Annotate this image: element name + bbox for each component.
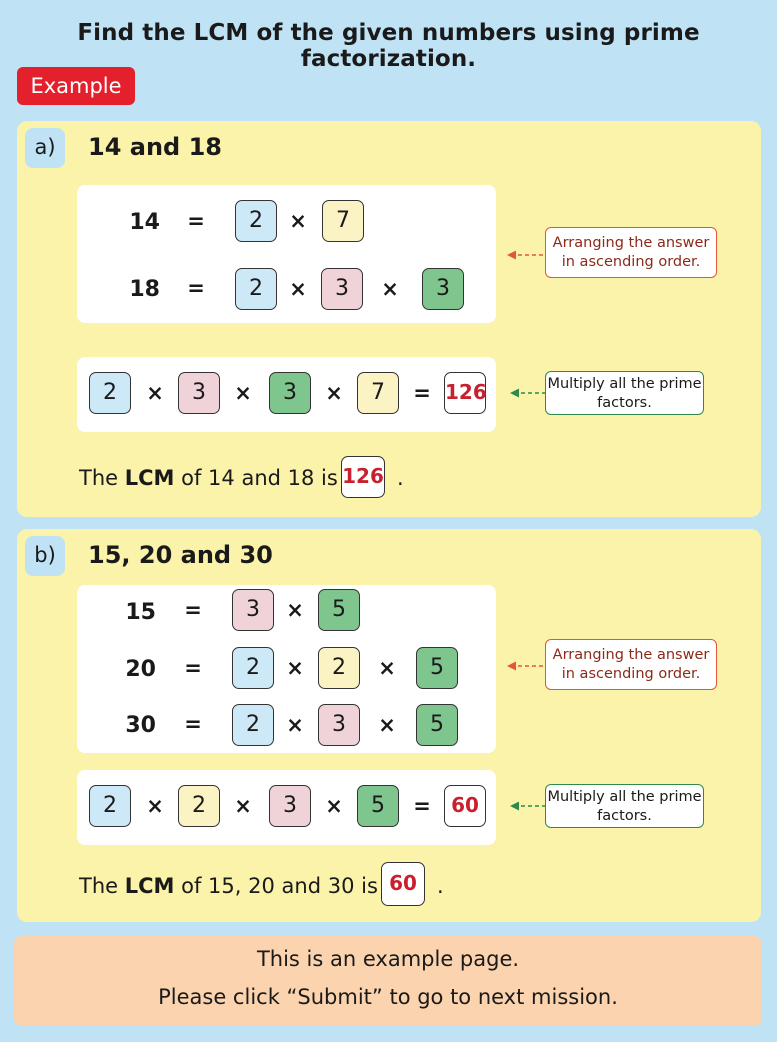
part-b-row-2-factor-3: 5	[416, 647, 458, 689]
part-a-label: a)	[25, 128, 65, 168]
part-b-statement-end: .	[437, 874, 444, 898]
part-b-row-3-factor-2: 3	[318, 704, 360, 746]
part-b-product-times-3: ×	[325, 794, 343, 818]
part-a-product-factor-3: 3	[269, 372, 311, 414]
part-b-product-factor-3: 3	[269, 785, 311, 827]
part-b-row-1-times-1: ×	[286, 598, 304, 622]
part-b-product-result: 60	[444, 785, 486, 827]
part-b-order-note: Arranging the answer in ascending order.	[545, 639, 717, 690]
part-a-row-1-factor-2: 7	[322, 200, 364, 242]
part-a-row-2-factor-3: 3	[422, 268, 464, 310]
part-b-row-2-factor-1: 2	[232, 647, 274, 689]
part-a-product-result: 126	[444, 372, 486, 414]
part-a-row-2-factor-2: 3	[321, 268, 363, 310]
part-b-statement-prefix: The LCM of 15, 20 and 30 is	[79, 874, 378, 898]
part-b-product-times-1: ×	[146, 794, 164, 818]
part-a-order-arrow-icon	[505, 248, 545, 262]
part-b-order-arrow-icon	[505, 659, 545, 673]
part-b-row-1-equals: =	[184, 598, 202, 622]
part-a-product-equals: =	[413, 381, 431, 405]
part-b-heading: 15, 20 and 30	[88, 541, 273, 569]
part-a-product-times-3: ×	[325, 381, 343, 405]
part-b-product-times-2: ×	[234, 794, 252, 818]
part-a-product-times-2: ×	[234, 381, 252, 405]
part-b-product-factor-4: 5	[357, 785, 399, 827]
part-a-order-note: Arranging the answer in ascending order.	[545, 227, 717, 278]
part-b-row-2-times-2: ×	[378, 656, 396, 680]
part-a-row-1-equals: =	[187, 209, 205, 233]
page-title: Find the LCM of the given numbers using prime factorization.	[77, 20, 700, 72]
footer-message-box	[14, 936, 762, 1026]
part-b-row-1-number: 15	[125, 600, 156, 625]
part-b-row-1-factor-1: 3	[232, 589, 274, 631]
part-b-row-3-times-1: ×	[286, 713, 304, 737]
part-a-row-1-number: 14	[129, 210, 160, 235]
footer-line-2: Please click “Submit” to go to next mission.	[158, 985, 618, 1009]
part-a-product-factor-4: 7	[357, 372, 399, 414]
part-a-row-2-equals: =	[187, 276, 205, 300]
part-a-statement-end: .	[397, 466, 404, 490]
part-a-row-2-times-1: ×	[289, 277, 307, 301]
part-a-row-1-factor-1: 2	[235, 200, 277, 242]
part-b-multiply-arrow-icon	[508, 799, 548, 813]
part-a-heading: 14 and 18	[88, 133, 222, 161]
part-a-product-times-1: ×	[146, 381, 164, 405]
part-b-row-1-factor-2: 5	[318, 589, 360, 631]
part-b-row-2-factor-2: 2	[318, 647, 360, 689]
part-a-product-factor-2: 3	[178, 372, 220, 414]
part-b-label: b)	[25, 536, 65, 576]
part-a-row-1-times-1: ×	[289, 209, 307, 233]
part-b-product-factor-2: 2	[178, 785, 220, 827]
example-badge: Example	[17, 67, 135, 105]
part-b-row-3-factor-3: 5	[416, 704, 458, 746]
part-a-row-2-number: 18	[129, 277, 160, 302]
part-b-row-2-number: 20	[125, 657, 156, 682]
part-a-multiply-arrow-icon	[508, 386, 548, 400]
part-b-row-3-times-2: ×	[378, 713, 396, 737]
part-a-product-factor-1: 2	[89, 372, 131, 414]
footer-line-1: This is an example page.	[256, 947, 520, 971]
part-a-row-2-factor-1: 2	[235, 268, 277, 310]
part-b-product-factor-1: 2	[89, 785, 131, 827]
part-b-row-2-times-1: ×	[286, 656, 304, 680]
part-a-statement-prefix: The LCM of 14 and 18 is	[79, 466, 338, 490]
part-b-row-3-factor-1: 2	[232, 704, 274, 746]
part-b-row-2-equals: =	[184, 656, 202, 680]
part-a-row-2-times-2: ×	[381, 277, 399, 301]
part-b-multiply-note: Multiply all the prime factors.	[545, 784, 704, 828]
part-a-multiply-note: Multiply all the prime factors.	[545, 371, 704, 415]
part-b-statement-answer: 60	[381, 862, 425, 906]
part-b-product-equals: =	[413, 794, 431, 818]
part-a-statement-answer: 126	[341, 456, 385, 498]
part-b-row-3-equals: =	[184, 712, 202, 736]
part-b-row-3-number: 30	[125, 713, 156, 738]
